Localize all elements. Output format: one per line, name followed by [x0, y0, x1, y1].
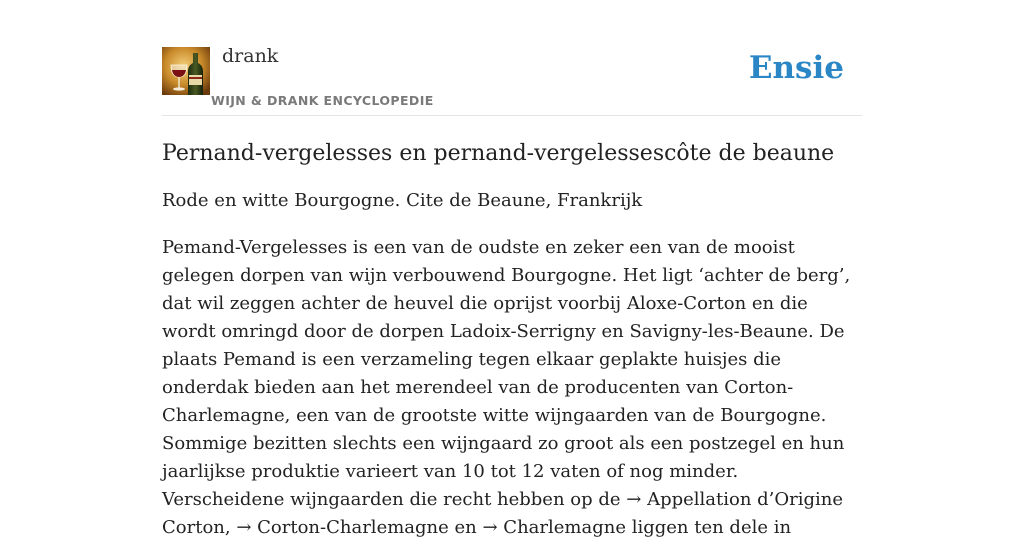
article-body-text: liggen ten dele in [625, 517, 792, 538]
article-subtitle: Rode en witte Bourgogne. Cite de Beaune, Frankrijk [162, 190, 643, 211]
site-header [162, 0, 862, 116]
cross-reference-link[interactable]: → Charlemagne [482, 517, 626, 538]
category-subtitle[interactable]: WIJN & DRANK ENCYCLOPEDIE [211, 93, 434, 108]
category-title[interactable]: drank [222, 45, 279, 67]
article-title: Pernand-vergelesses en pernand-vergelessescôte de beaune [162, 141, 835, 166]
article-body-text: Pemand-Vergelesses is een van de oudste en zeker een van de mooist gelegen dorpen van wijn verbouwend Bourgogne. Het ligt ‘achter de berg’, dat wil zeggen achter de heuvel die oprijst voorbij Aloxe-Corton en die wordt omringd door de dorpen Ladoix-Serrigny en Savigny-les-Beaune. De plaats Pemand is een verzameling tegen elkaar geplakte huisjes die onderdak bieden aan het merendeel van de producenten van Corton-Charlemagne, een van de grootste witte wijngaarden van de Bourgogne. Sommige bezitten slechts een wijngaard zo groot als een postzegel en hun jaarlijkse produktie varieert van 10 tot 12 vaten of nog minder. Verscheidene wijngaarden die recht hebben op de [162, 237, 851, 510]
article-body-text: en [448, 517, 483, 538]
article [162, 137, 866, 542]
wine-bottle-glass-icon [162, 47, 210, 95]
brand-logo[interactable]: Ensie [748, 50, 844, 86]
article-body-text: , [224, 517, 237, 538]
cross-reference-link[interactable]: → Corton-Charlemagne [236, 517, 449, 538]
cross-reference-link[interactable]: → Appellation d’Origine Corton [162, 489, 844, 538]
article-body [162, 234, 866, 542]
category-avatar[interactable] [162, 47, 210, 95]
